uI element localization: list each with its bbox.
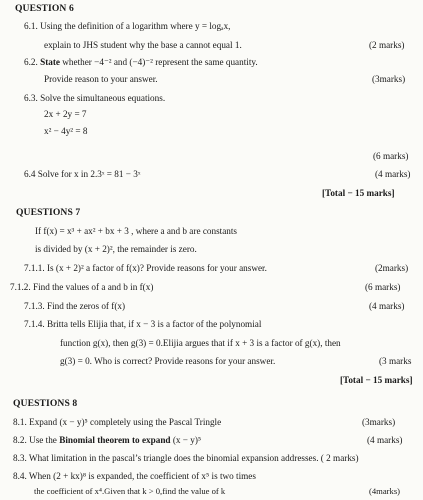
q8-4-text: 8.4. When (2 + kx)⁸ is expanded, the coefficient of x⁵ is two times bbox=[13, 471, 256, 481]
q6-3-text: 6.3. Solve the simultaneous equations. bbox=[24, 93, 166, 103]
q8-2-text bbox=[13, 436, 201, 445]
q6-1-text-cont: explain to JHS student why the base a cannot equal 1. bbox=[44, 40, 242, 50]
q6-4-text: 6.4 Solve for x in 2.3ˣ = 81 − 3ˣ bbox=[24, 169, 141, 179]
q8-4-marks: (4marks) bbox=[369, 486, 401, 496]
q7-1-4-text: 7.1.4. Britta tells Elijia that, if x − 3 is a factor of the polynomial bbox=[24, 319, 262, 329]
q8-1-text: 8.1. Expand (x − y)⁵ completely using the Pascal Tringle bbox=[13, 417, 222, 427]
q8-2-marks: (4 marks) bbox=[367, 435, 403, 445]
q6-2-marks: (3marks) bbox=[372, 74, 406, 84]
q6-4-marks: (4 marks) bbox=[375, 169, 411, 179]
q8-1-marks: (3marks) bbox=[362, 417, 396, 427]
q7-1-4-text-cont: function g(x), then g(3) = 0.Elijia argues that if x + 3 is a factor of g(x), then bbox=[60, 338, 341, 348]
q8-2-number: 8.2. Use the bbox=[13, 435, 57, 445]
q6-2-keyword: State bbox=[40, 57, 60, 67]
question-8-heading: QUESTIONS 8 bbox=[13, 398, 78, 409]
q7-1-1-text: 7.1.1. Is (x + 2)² a factor of f(x)? Provide reasons for your answer. bbox=[24, 263, 267, 273]
q6-1-text: 6.1. Using the definition of a logarithm where y = logₐx, bbox=[24, 21, 231, 31]
q6-2-text-cont: Provide reason to your answer. bbox=[44, 74, 158, 84]
q8-2-keyword: Binomial theorem to expand bbox=[59, 435, 171, 445]
q7-intro: If f(x) = x³ + ax² + bx + 3 , where a and b are constants bbox=[35, 226, 238, 236]
q8-2-rest: (x − y)⁵ bbox=[170, 435, 202, 445]
question-6-heading: QUESTION 6 bbox=[15, 3, 74, 14]
q7-1-4-text-end: g(3) = 0. Who is correct? Provide reasons for your answer. bbox=[60, 356, 276, 366]
q7-1-3-text: 7.1.3. Find the zeros of f(x) bbox=[24, 301, 126, 311]
q8-3-text: 8.3. What limitation in the pascal’s triangle does the binomial expansion addresses. ( 2 marks) bbox=[13, 453, 359, 463]
q6-2-text bbox=[24, 58, 258, 67]
q7-1-3-marks: (4 marks) bbox=[369, 301, 405, 311]
q8-4-text-cont: the coefficient of x⁴.Given that k > 0,find the value of k bbox=[34, 486, 226, 496]
question-7-heading: QUESTIONS 7 bbox=[16, 207, 81, 218]
q7-1-1-marks: (2marks) bbox=[375, 263, 409, 273]
q6-1-marks: (2 marks) bbox=[369, 40, 405, 50]
q6-3-equation-1: 2x + 2y = 7 bbox=[44, 109, 87, 119]
q6-2-number: 6.2. bbox=[24, 57, 38, 67]
q6-3-marks: (6 marks) bbox=[373, 151, 409, 161]
q7-intro-cont: is divided by (x + 2)², the remainder is zero. bbox=[35, 244, 197, 254]
q6-2-rest: whether −4⁻² and (−4)⁻² represent the same quantity. bbox=[62, 57, 258, 67]
q7-1-2-marks: (6 marks) bbox=[365, 282, 401, 292]
q7-total: [Total − 15 marks] bbox=[340, 375, 413, 385]
q6-3-equation-2: x² − 4y² = 8 bbox=[44, 126, 88, 136]
q7-1-2-text: 7.1.2. Find the values of a and b in f(x) bbox=[10, 282, 154, 292]
q6-total: [Total − 15 marks] bbox=[322, 188, 395, 198]
q7-1-4-marks: (3 marks bbox=[379, 356, 412, 366]
